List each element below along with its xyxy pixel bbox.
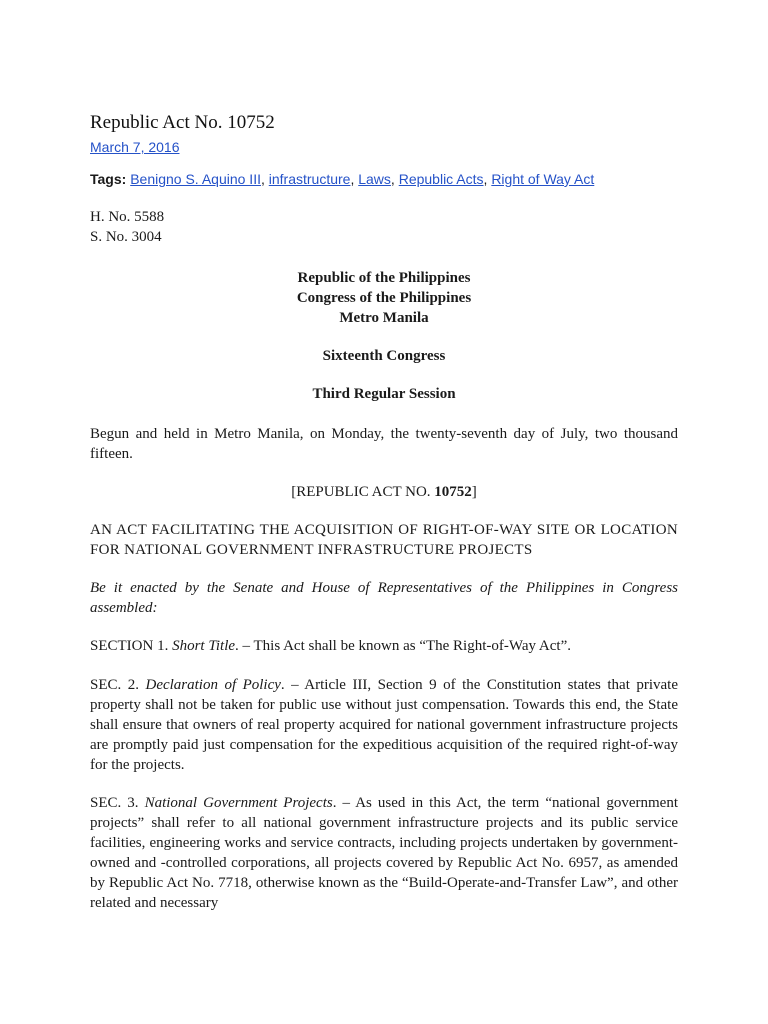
header-location: Metro Manila [339, 310, 429, 326]
enacting-clause [90, 578, 678, 618]
senate-bill-number: S. No. 3004 [90, 229, 162, 245]
tag-separator: , [483, 171, 492, 187]
section-1-label: SECTION 1. [90, 638, 173, 654]
tag-link-right-of-way-act[interactable]: Right of Way Act [491, 171, 595, 187]
section-3 [90, 793, 678, 913]
tag-separator: , [260, 171, 269, 187]
tags-row [90, 169, 594, 189]
tag-separator: , [350, 171, 359, 187]
ra-number: 10752 [434, 484, 472, 500]
congress-heading: Sixteenth Congress [322, 348, 446, 364]
date-link[interactable]: March 7, 2016 [90, 139, 180, 155]
tag-separator: , [390, 171, 399, 187]
enacting-clause-text: Be it enacted by the Senate and House of Representatives of the Philippines in Congress assembled: [90, 580, 678, 616]
tag-link-infrastructure[interactable]: infrastructure [268, 171, 351, 187]
section-3-heading: National Government Projects [144, 795, 333, 811]
tags-label: Tags: [90, 171, 127, 187]
page-title: Republic Act No. 10752 [90, 112, 275, 133]
header-congress: Congress of the Philippines [296, 290, 472, 306]
header-republic: Republic of the Philippines [297, 270, 471, 286]
section-1-heading: Short Title [172, 638, 236, 654]
section-2-label: SEC. 2. [90, 677, 146, 693]
issuing-body-header [90, 268, 678, 328]
section-2 [90, 675, 678, 775]
ra-suffix: ] [471, 484, 477, 500]
begun-paragraph: Begun and held in Metro Manila, on Monday, the twenty-seventh day of July, two thousand fifteen. [90, 426, 678, 462]
ra-number-line [90, 482, 678, 502]
tag-link-laws[interactable]: Laws [358, 171, 391, 187]
section-1-text: . – This Act shall be known as “The Right-of-Way Act”. [235, 638, 571, 654]
act-title: AN ACT FACILITATING THE ACQUISITION OF RIGHT-OF-WAY SITE OR LOCATION FOR NATIONAL GOVERNMENT INFRASTRUCTURE PROJECTS [90, 522, 678, 558]
tag-link-republic-acts[interactable]: Republic Acts [398, 171, 484, 187]
section-3-text: . – As used in this Act, the term “national government projects” shall refer to all national government infrastructure projects and its public service facilities, engineering works and service contracts, including projects undertaken by government-owned and -controlled corporations, all projects covered by Republic Act No. 6957, as amended by Republic Act No. 7718, otherwise known as the “Build-Operate-and-Transfer Law”, and other related and necessary [90, 795, 678, 911]
section-2-text: . – Article III, Section 9 of the Constitution states that private property shall not be taken for public use without just compensation. Towards this end, the State shall ensure that owners of real property acquired for national government infrastructure projects are promptly paid just compensation for the expeditious acquisition of the required right-of-way for the projects. [90, 677, 678, 773]
section-2-heading: Declaration of Policy [145, 677, 281, 693]
section-1 [90, 636, 678, 656]
bill-numbers [90, 207, 678, 247]
section-3-label: SEC. 3. [90, 795, 145, 811]
session-heading: Third Regular Session [312, 386, 456, 402]
tag-link-benigno-aquino[interactable]: Benigno S. Aquino III [130, 171, 261, 187]
house-bill-number: H. No. 5588 [90, 209, 165, 225]
ra-prefix: [REPUBLIC ACT NO. [291, 484, 435, 500]
